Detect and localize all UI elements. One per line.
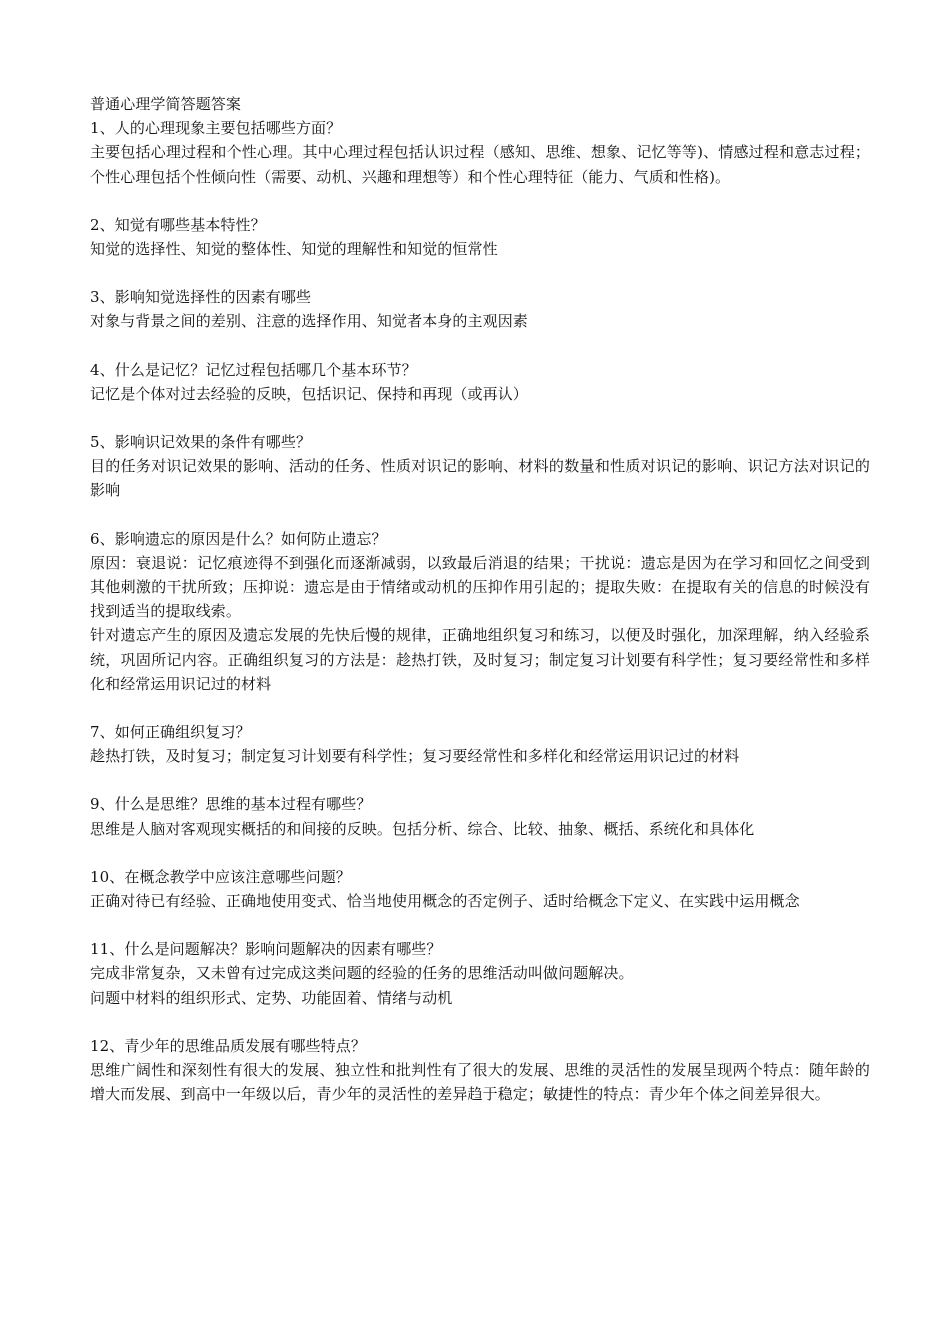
qa-item-3 (90, 285, 870, 333)
answer-3: 对象与背景之间的差别、注意的选择作用、知觉者本身的主观因素 (90, 312, 528, 331)
question-7: 7、如何正确组织复习？ (90, 723, 251, 742)
answer-4: 记忆是个体对过去经验的反映，包括识记、保持和再现（或再认） (90, 384, 528, 403)
question-3: 3、影响知觉选择性的因素有哪些 (90, 288, 312, 307)
document-title: 普通心理学简答题答案 (90, 95, 242, 113)
qa-item-10 (90, 865, 870, 913)
qa-item-7 (90, 720, 870, 768)
question-11: 11、什么是问题解决？影响问题解决的因素有哪些？ (90, 940, 442, 959)
question-10: 10、在概念教学中应该注意哪些问题？ (90, 867, 351, 886)
question-12: 12、青少年的思维品质发展有哪些特点？ (90, 1036, 366, 1055)
qa-item-11 (90, 937, 870, 1010)
qa-item-5 (90, 430, 870, 503)
answer-7: 趁热打铁，及时复习；制定复习计划要有科学性；复习要经常性和多样化和经常运用识记过的材料 (90, 747, 740, 766)
document-page (90, 92, 870, 1107)
question-6: 6、影响遗忘的原因是什么？如何防止遗忘？ (90, 529, 387, 548)
question-1: 1、人的心理现象主要包括哪些方面？ (90, 119, 342, 138)
answer-2: 知觉的选择性、知觉的整体性、知觉的理解性和知觉的恒常性 (90, 240, 498, 259)
answer-6: 原因：衰退说：记忆痕迹得不到强化而逐渐减弱，以致最后消退的结果；干扰说：遗忘是因为在学习和回忆之间受到其他刺激的干扰所致；压抑说：遗忘是由于情绪或动机的压抑作用引起的；提取失败：在提取有关的信息的时候没有找到适当的提取线索。 针对遗忘产生的原因及遗忘发展的先快后慢的规律，正确地组织复习和练习，以便及时强化，加深理解，纳入经验系统，巩固所记内容。正确组织复习的方法是：趁热打铁，及时复习；制定复习计划要有科学性；复习要经常性和多样化和经常运用识记过的材料 (90, 553, 870, 693)
question-4: 4、什么是记忆？记忆过程包括哪几个基本环节？ (90, 360, 417, 379)
answer-11: 完成非常复杂，又未曾有过完成这类问题的经验的任务的思维活动叫做问题解决。 问题中材料的组织形式、定势、功能固着、情绪与动机 (90, 964, 634, 1007)
answer-1: 主要包括心理过程和个性心理。其中心理过程包括认识过程（感知、思维、想象、记忆等等)、情感过程和意志过程；个性心理包括个性倾向性（需要、动机、兴趣和理想等）和个性心理特征（能力、气质和性格)。 (90, 143, 870, 186)
qa-item-6 (90, 527, 870, 696)
qa-item-12 (90, 1034, 870, 1107)
answer-9: 思维是人脑对客观现实概括的和间接的反映。包括分析、综合、比较、抽象、概括、系统化和具体化 (90, 819, 755, 838)
answer-12: 思维广阔性和深刻性有很大的发展、独立性和批判性有了很大的发展、思维的灵活性的发展呈现两个特点：随年龄的增大而发展、到高中一年级以后，青少年的灵活性的差异趋于稳定；敏捷性的特点：青少年个体之间差异很大。 (90, 1061, 870, 1104)
qa-item-9 (90, 792, 870, 840)
answer-5: 目的任务对识记效果的影响、活动的任务、性质对识记的影响、材料的数量和性质对识记的影响、识记方法对识记的影响 (90, 457, 870, 500)
question-2: 2、知觉有哪些基本特性？ (90, 215, 266, 234)
question-5: 5、影响识记效果的条件有哪些？ (90, 433, 312, 452)
qa-item-2 (90, 213, 870, 261)
qa-item-4 (90, 358, 870, 406)
qa-item-1 (90, 116, 870, 189)
question-9: 9、什么是思维？思维的基本过程有哪些？ (90, 795, 372, 814)
answer-10: 正确对待已有经验、正确地使用变式、恰当地使用概念的否定例子、适时给概念下定义、在实践中运用概念 (90, 892, 800, 911)
